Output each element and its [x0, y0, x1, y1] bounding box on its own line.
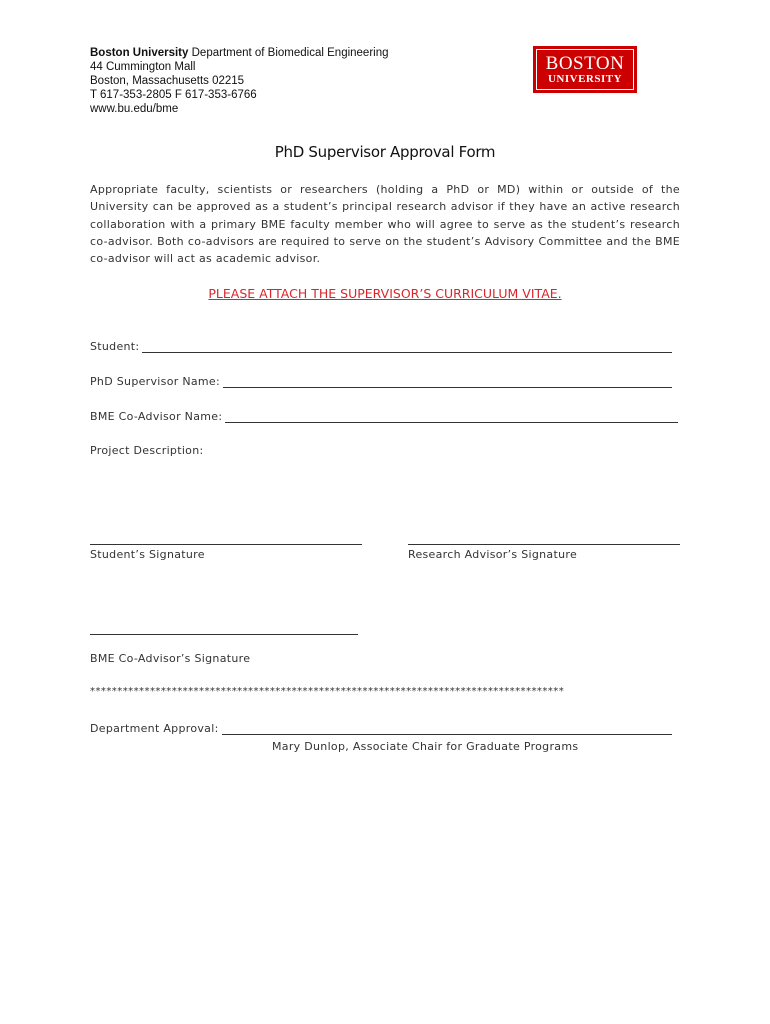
co-advisor-input-line[interactable]: [225, 412, 678, 423]
intro-paragraph: Appropriate faculty, scientists or researchers (holding a PhD or MD) within or outside of the University can be approved as a student’s principal research advisor if they have an active research collaboration with a primary BME faculty member who will agree to serve as the student’s research co-advisor. Both co-advisors are required to serve on the student’s Advisory Committee and the BME co-advisor will act as academic advisor.: [90, 183, 680, 266]
supervisor-input-line[interactable]: [223, 377, 672, 388]
research-advisor-signature-label: Research Advisor’s Signature: [408, 548, 578, 561]
logo-line-2: UNIVERSITY: [547, 72, 623, 85]
address-line-2: Boston, Massachusetts 02215: [90, 75, 245, 87]
bme-co-advisor-signature-line[interactable]: [90, 633, 358, 635]
department-approval-line[interactable]: [222, 724, 672, 735]
student-signature-label: Student’s Signature: [90, 548, 205, 561]
student-input-line[interactable]: [142, 342, 672, 353]
dept-name: Department of Biomedical Engineering: [188, 47, 389, 59]
page-title: PhD Supervisor Approval Form: [274, 143, 496, 161]
research-advisor-signature-line[interactable]: [408, 543, 680, 545]
supervisor-field[interactable]: [90, 375, 672, 388]
student-label: Student:: [90, 340, 140, 353]
supervisor-label: PhD Supervisor Name:: [90, 375, 221, 388]
approver-name: Mary Dunlop, Associate Chair for Graduate Programs: [272, 740, 579, 753]
student-signature-line[interactable]: [90, 543, 362, 545]
org-name: Boston University: [90, 47, 189, 59]
website: www.bu.edu/bme: [90, 103, 179, 115]
divider: ***************************************************************************************: [90, 686, 565, 697]
co-advisor-field[interactable]: [90, 410, 678, 423]
logo-line-1: BOSTON: [545, 52, 625, 74]
department-approval-field[interactable]: [90, 722, 672, 735]
boston-university-logo: [533, 46, 637, 93]
co-advisor-label: BME Co-Advisor Name:: [90, 410, 223, 423]
phone-fax: T 617-353-2805 F 617-353-6766: [90, 89, 257, 101]
student-field[interactable]: [90, 340, 672, 353]
attach-cv-notice: PLEASE ATTACH THE SUPERVISOR’S CURRICULUM VITAE.: [208, 286, 562, 301]
address-line-1: 44 Cummington Mall: [90, 61, 196, 73]
bme-co-advisor-signature-label: BME Co-Advisor’s Signature: [90, 652, 251, 665]
department-approval-label: Department Approval:: [90, 722, 219, 735]
project-description-label: Project Description:: [90, 444, 204, 457]
letterhead: [90, 46, 389, 116]
